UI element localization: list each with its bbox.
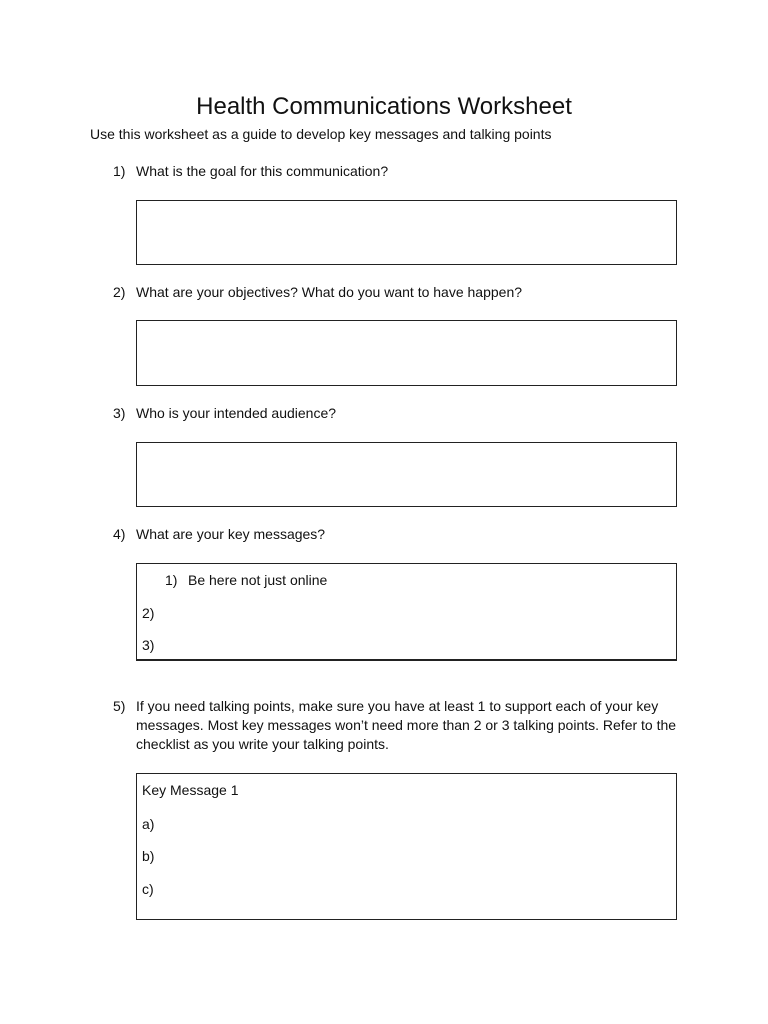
answer-box-goal[interactable] (136, 200, 677, 265)
question-2-number: 2) (113, 284, 126, 300)
question-3 (113, 404, 683, 423)
question-1-number: 1) (113, 163, 126, 179)
question-3-text: Who is your intended audience? (136, 405, 337, 421)
key-message-item-1 (165, 571, 327, 589)
answer-box-key-messages[interactable] (136, 563, 677, 661)
key-message-item-1-text: Be here not just online (188, 572, 328, 588)
question-5-text: If you need talking points, make sure you have at least 1 to support each of your key messages. Most key messages won’t need more than 2 or 3 talking points. Refer to the checklist as you write your talking points. (136, 698, 677, 752)
question-4-text: What are your key messages? (136, 526, 326, 542)
talking-point-c: c) (142, 881, 154, 897)
answer-box-audience[interactable] (136, 442, 677, 507)
talking-point-b: b) (142, 848, 155, 864)
question-2 (113, 283, 683, 302)
question-3-number: 3) (113, 405, 126, 421)
question-1 (113, 162, 683, 181)
question-2-text: What are your objectives? What do you want to have happen? (136, 284, 523, 300)
question-4-number: 4) (113, 526, 126, 542)
worksheet-subtitle: Use this worksheet as a guide to develop key messages and talking points (90, 126, 552, 142)
key-message-item-1-number: 1) (165, 572, 178, 588)
worksheet-title: Health Communications Worksheet (196, 93, 572, 120)
talking-point-a: a) (142, 816, 155, 832)
question-1-text: What is the goal for this communication? (136, 163, 389, 179)
key-message-item-3-number: 3) (142, 637, 155, 653)
key-message-item-2-number: 2) (142, 605, 155, 621)
question-4 (113, 525, 683, 544)
answer-box-objectives[interactable] (136, 320, 677, 386)
question-5 (113, 697, 683, 754)
answer-box-talking-points[interactable] (136, 773, 677, 920)
talking-points-heading: Key Message 1 (142, 782, 239, 798)
question-5-number: 5) (113, 698, 126, 714)
